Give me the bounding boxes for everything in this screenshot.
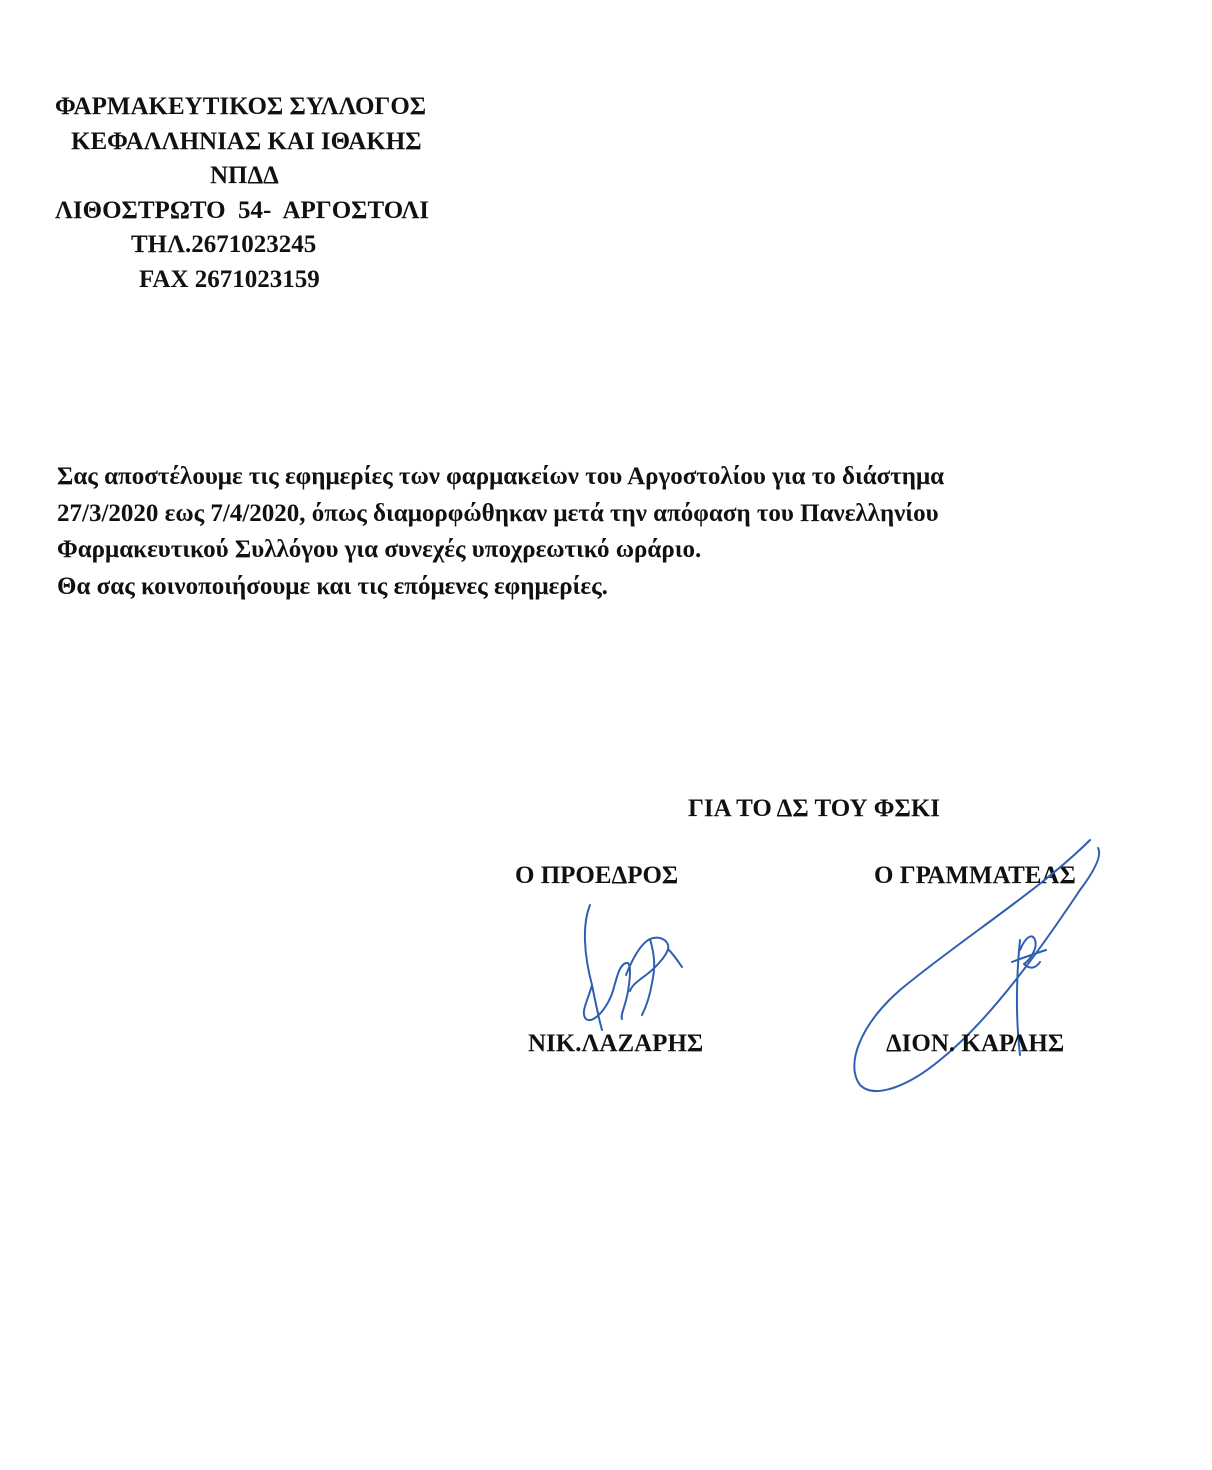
org-phone: ΤΗΛ.2671023245	[131, 231, 317, 258]
letter-body	[57, 459, 1157, 605]
org-legal-form: ΝΠΔΔ	[210, 162, 279, 189]
secretary-name: ΔΙΟΝ. ΚΑΡΛΗΣ	[886, 1030, 1065, 1057]
org-fax: FAX 2671023159	[139, 265, 320, 293]
org-address: ΛΙΘΟΣΤΡΩΤΟ 54- ΑΡΓΟΣΤΟΛΙ	[55, 196, 429, 224]
president-role: Ο ΠΡΟΕΔΡΟΣ	[515, 862, 679, 889]
body-line-4: Θα σας κοινοποιήσουμε και τις επόμενες εφημερίες.	[57, 572, 608, 600]
org-name-line1: ΦΑΡΜΑΚΕΥΤΙΚΟΣ ΣΥΛΛΟΓΟΣ	[55, 93, 427, 120]
president-name: ΝΙΚ.ΛΑΖΑΡΗΣ	[528, 1030, 704, 1057]
body-line-3: Φαρμακευτικού Συλλόγου για συνεχές υποχρεωτικό ωράριο.	[57, 536, 702, 563]
letterhead	[55, 90, 505, 297]
body-line-1: Σας αποστέλουμε τις εφημερίες των φαρμακείων του Αργοστολίου για το διάστημα	[57, 463, 945, 490]
president-signature	[570, 895, 700, 1035]
org-name-line2: ΚΕΦΑΛΛΗΝΙΑΣ ΚΑΙ ΙΘΑΚΗΣ	[71, 127, 422, 155]
secretary-role: Ο ΓΡΑΜΜΑΤΕΑΣ	[874, 862, 1076, 889]
body-line-2: 27/3/2020 εως 7/4/2020, όπως διαμορφώθηκαν μετά την απόφαση του Πανελληνίου	[57, 499, 939, 527]
board-title: ΓΙΑ ΤΟ ΔΣ ΤΟΥ ΦΣΚΙ	[688, 795, 941, 822]
